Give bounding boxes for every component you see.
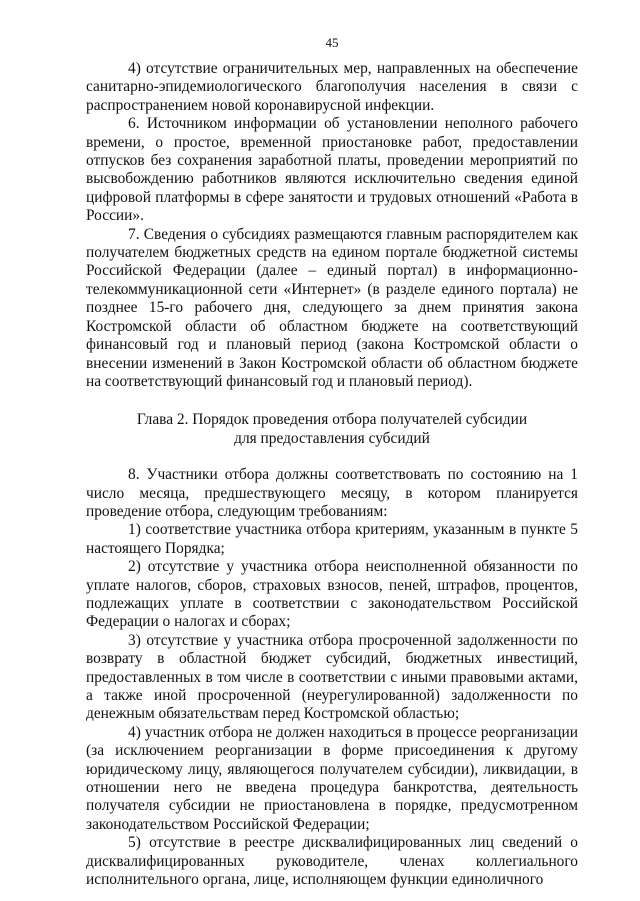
requirement-1: 1) соответствие участника отбора критериям, указанным в пункте 5 настоящего Порядка; [86, 521, 578, 557]
chapter-heading-line-2: для предоставления субсидий [234, 429, 430, 447]
requirement-3: 3) отсутствие у участника отбора просроченной задолженности по возврату в областной бюджет субсидий, бюджетных инвестиций, предоставленных в том числе в соответствии с иными правовыми актами, а также иной просроченной (неурегулированной) задолженности по денежным обязательствам перед Костромской областью; [86, 631, 578, 723]
chapter-heading [86, 411, 578, 448]
paragraph-7: 7. Сведения о субсидиях размещаются главным распорядителем как получателем бюджетных средств на едином портале бюджетной системы Российской Федерации (далее – единый портал) в информационно-телекоммуникационной сети «Интернет» (в разделе единого портала) не позднее 15-го рабочего дня, следующего за днем принятия закона Костромской области об областном бюджете на соответствующий финансовый год и плановый период (закона Костромской области о внесении изменений в Закон Костромской области об областном бюджете на соответствующий финансовый год и плановый период). [86, 225, 578, 390]
paragraph-6: 6. Источником информации об установлении неполного рабочего времени, о простое, временной приостановке работ, предоставлении отпусков без сохранения заработной платы, проведении мероприятий по высвобождению работников являются исключительно сведения единой цифровой платформы в сфере занятости и трудовых отношений «Работа в России». [86, 115, 578, 225]
requirement-2: 2) отсутствие у участника отбора неисполненной обязанности по уплате налогов, сборов, страховых взносов, пеней, штрафов, процентов, подлежащих уплате в соответствии с законодательством Российской Федерации о налогах и сборах; [86, 558, 578, 631]
paragraph-8: 8. Участники отбора должны соответствовать по состоянию на 1 число месяца, предшествующего месяцу, в котором планируется проведение отбора, следующим требованиям: [86, 466, 578, 520]
chapter-heading-line-1: Глава 2. Порядок проведения отбора получателей субсидии [136, 411, 528, 429]
requirement-5: 5) отсутствие в реестре дисквалифицированных лиц сведений о дисквалифицированных руководителе, членах коллегиального исполнительного органа, лице, исполняющем функции единоличного [86, 834, 578, 889]
page-number: 45 [325, 35, 339, 50]
paragraph-item-4: 4) отсутствие ограничительных мер, направленных на обеспечение санитарно-эпидемиологического благополучия населения в связи с распространением новой коронавирусной инфекции. [86, 60, 578, 114]
requirement-4: 4) участник отбора не должен находиться в процессе реорганизации (за исключением реорганизации в форме присоединения к другому юридическому лицу, являющегося получателем субсидии), ликвидации, в отношении него не введена процедура банкротства, деятельность получателя субсидии не приостановлена в порядке, предусмотренном законодательством Российской Федерации; [86, 723, 578, 833]
